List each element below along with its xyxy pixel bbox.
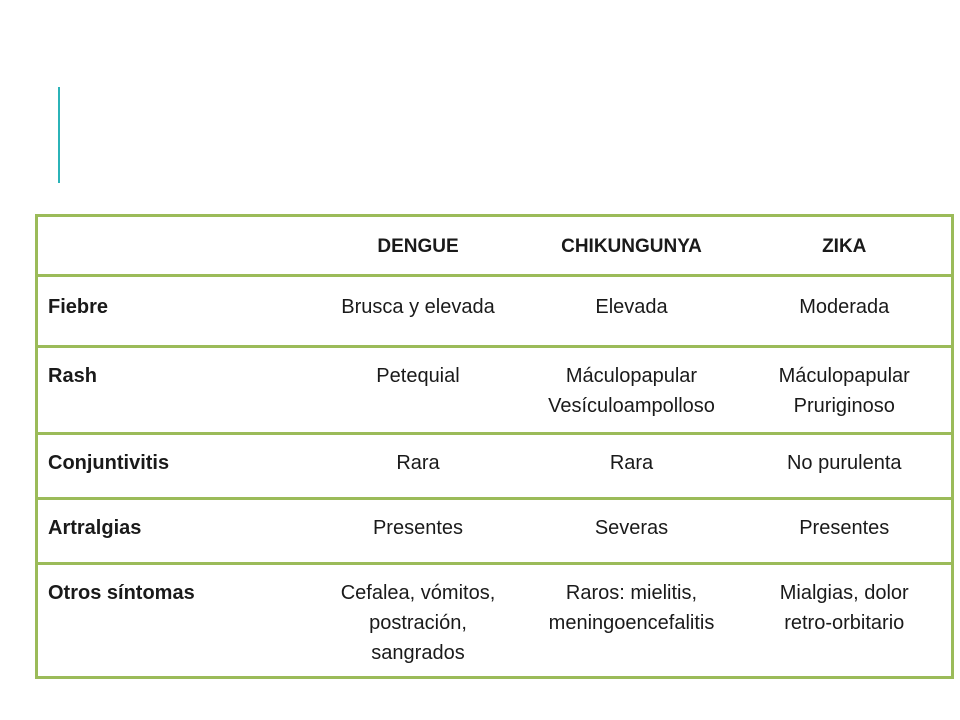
chikungunya-cell: Elevada — [526, 276, 738, 347]
table-row — [37, 276, 953, 347]
row-label: Artralgias — [37, 499, 311, 564]
header-chikungunya: CHIKUNGUNYA — [526, 216, 738, 276]
dengue-cell: Petequial — [311, 347, 526, 434]
header-zika: ZIKA — [738, 216, 953, 276]
row-label: Rash — [37, 347, 311, 434]
accent-divider — [58, 87, 60, 183]
comparison-table — [35, 214, 954, 679]
zika-cell: Presentes — [738, 499, 953, 564]
dengue-cell: Rara — [311, 434, 526, 499]
table-row — [37, 434, 953, 499]
dengue-cell: Brusca y elevada — [311, 276, 526, 347]
row-label: Otros síntomas — [37, 564, 311, 678]
chikungunya-cell: Rara — [526, 434, 738, 499]
table-row — [37, 564, 953, 678]
chikungunya-cell: Raros: mielitis, meningoencefalitis — [526, 564, 738, 678]
row-label: Conjuntivitis — [37, 434, 311, 499]
zika-cell: Moderada — [738, 276, 953, 347]
row-label: Fiebre — [37, 276, 311, 347]
zika-cell: Máculopapular Pruriginoso — [738, 347, 953, 434]
table-header-row — [37, 216, 953, 276]
chikungunya-cell: Severas — [526, 499, 738, 564]
table-row — [37, 347, 953, 434]
table-row — [37, 499, 953, 564]
header-dengue: DENGUE — [311, 216, 526, 276]
zika-cell: No purulenta — [738, 434, 953, 499]
chikungunya-cell: Máculopapular Vesículoampolloso — [526, 347, 738, 434]
dengue-cell: Presentes — [311, 499, 526, 564]
dengue-cell: Cefalea, vómitos, postración, sangrados — [311, 564, 526, 678]
header-empty — [37, 216, 311, 276]
zika-cell: Mialgias, dolor retro-orbitario — [738, 564, 953, 678]
